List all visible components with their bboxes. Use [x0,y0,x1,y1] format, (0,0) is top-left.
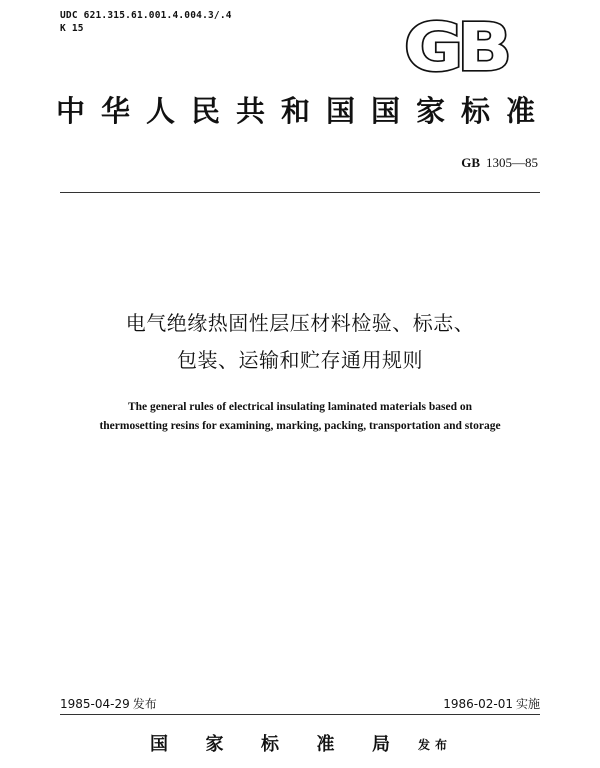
standard-number-value: 1305—85 [486,155,538,170]
title-en-line-2: thermosetting resins for examining, marking, packing, transportation and storage [99,420,501,432]
bottom-divider [60,714,540,715]
title-cn-line-2: 包装、运输和贮存通用规则 [177,348,423,372]
standard-name-cn: 中华人民共和国国家标准 [56,94,540,128]
top-divider [60,192,540,193]
issue-date [60,697,157,711]
issue-date-label: 发布 [132,697,157,711]
udc-code: UDC 621.315.61.001.4.004.3/.4 [60,10,232,21]
publisher-tag: 发布 [418,738,453,752]
implementation-date [443,697,540,711]
title-cn-line-1: 电气绝缘热固性层压材料检验、标志、 [125,311,475,335]
gb-logo-text: GB [404,12,506,80]
standard-number [461,155,538,171]
gb-logo-graphic [393,12,517,80]
implementation-date-label: 实施 [515,697,540,711]
implementation-date-value: 1986-02-01 [443,697,513,711]
standard-number-prefix: GB [461,155,480,170]
title-en-line-1: The general rules of electrical insulating laminated materials based on [127,401,472,413]
issue-date-value: 1985-04-29 [60,697,130,711]
gb-logo [393,12,517,80]
publisher-name: 国家标准局 [150,734,390,755]
category-code: K 15 [60,23,84,34]
